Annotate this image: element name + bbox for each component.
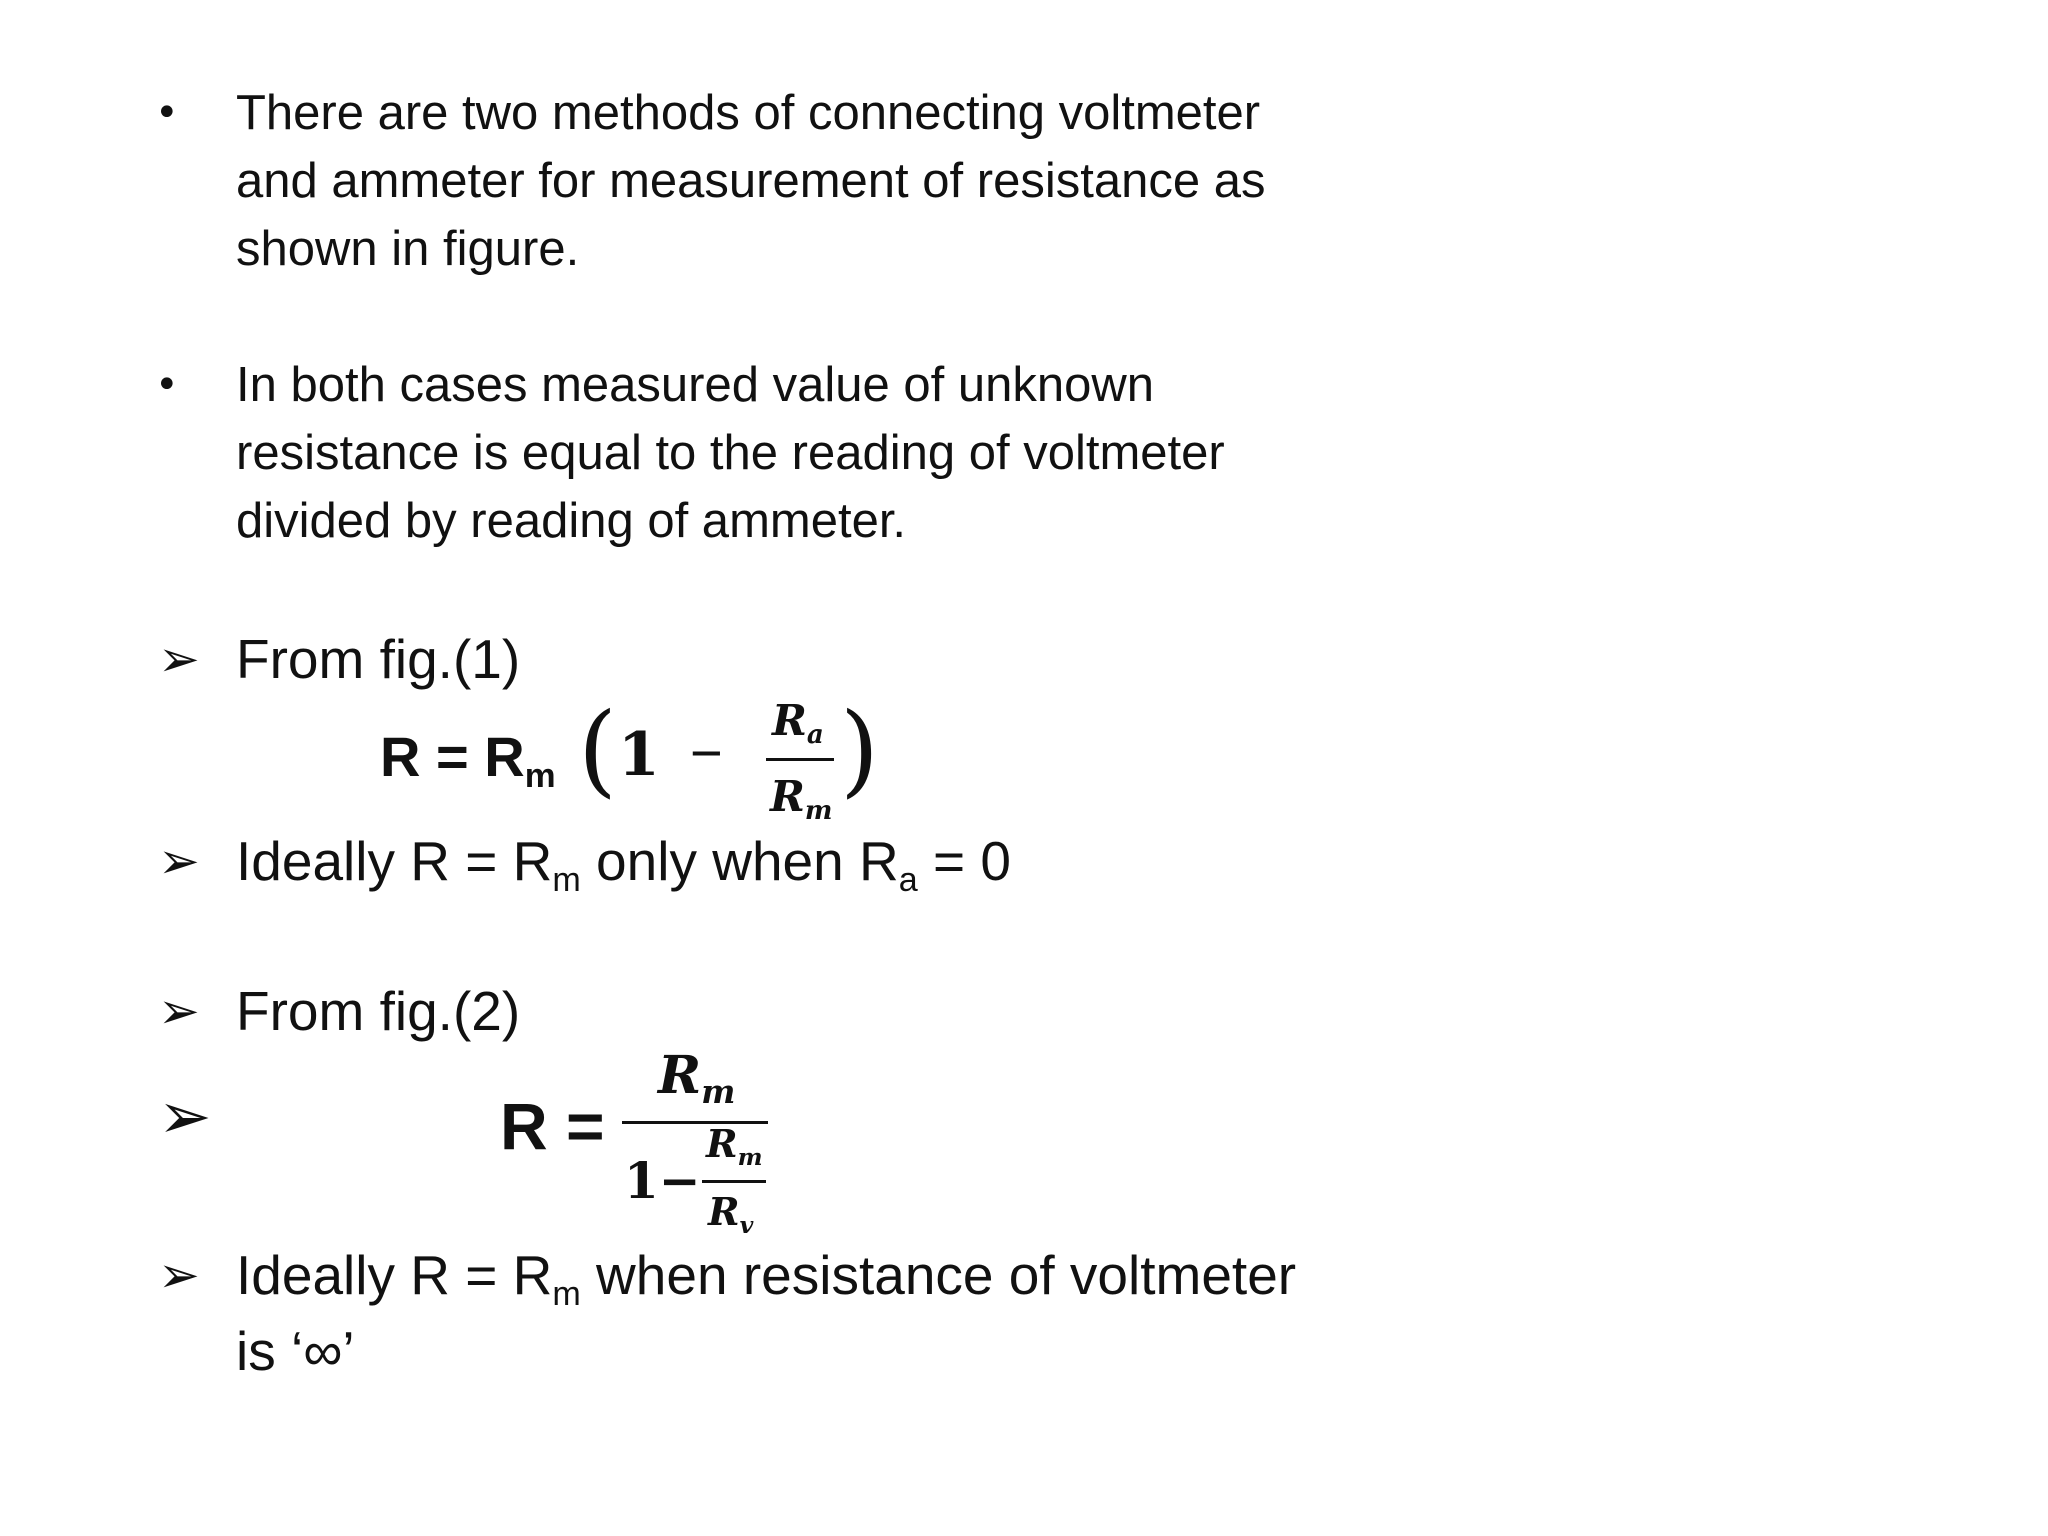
- bullet-1-line-2: and ammeter for measurement of resistance as: [236, 154, 1266, 208]
- equation-1-minus: −: [690, 721, 723, 784]
- arrow-bullet-icon: ➢: [158, 832, 200, 890]
- bullet-dot-icon: •: [155, 362, 179, 408]
- bullet-2-line-1: In both cases measured value of unknown: [236, 358, 1154, 412]
- ideal-1-text: Ideally R = Rm only when Ra = 0: [236, 830, 1011, 899]
- equation-2-den-one: 1−: [624, 1151, 701, 1210]
- equation-1-one: 1: [618, 720, 660, 790]
- bullet-2-line-2: resistance is equal to the reading of voltmeter: [236, 426, 1225, 480]
- bullet-dot-icon: •: [155, 90, 179, 136]
- ideal-2-line-1: Ideally R = Rm when resistance of voltmeter: [236, 1244, 1297, 1313]
- arrow-bullet-icon: ➢: [158, 1080, 212, 1154]
- equation-1-numerator: Ra: [772, 696, 824, 751]
- left-paren: (: [578, 691, 618, 808]
- arrow-bullet-icon: ➢: [158, 630, 200, 688]
- bullet-1-line-1: There are two methods of connecting voltmeter: [236, 86, 1261, 140]
- ideal-2-line-2: is ‘∞’: [236, 1320, 355, 1382]
- equation-2-inner-numerator: Rm: [706, 1121, 763, 1171]
- right-paren: ): [840, 691, 880, 808]
- equation-2-lhs: R =: [500, 1089, 605, 1163]
- arrow-bullet-icon: ➢: [158, 982, 200, 1040]
- equation-2-inner-fraction-bar: [702, 1180, 766, 1183]
- equation-2-inner-denominator: Rv: [708, 1189, 754, 1239]
- equation-2-numerator: Rm: [658, 1045, 736, 1112]
- arrow-bullet-icon: ➢: [158, 1246, 200, 1304]
- fig1-label: From fig.(1): [236, 628, 521, 690]
- equation-1-denominator: Rm: [770, 772, 833, 827]
- bullet-1-line-3: shown in figure.: [236, 222, 580, 276]
- bullet-2-line-3: divided by reading of ammeter.: [236, 494, 907, 548]
- equation-1-fraction-bar: [766, 758, 834, 761]
- fig2-label: From fig.(2): [236, 980, 521, 1042]
- equation-1-lhs: R = Rm: [380, 725, 556, 796]
